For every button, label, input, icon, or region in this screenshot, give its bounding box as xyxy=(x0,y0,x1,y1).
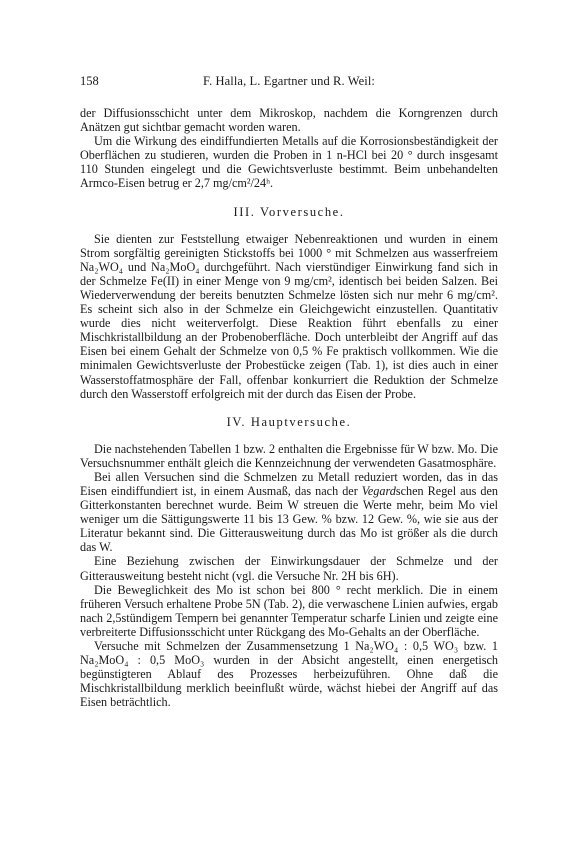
section-heading-vorversuche: III. Vorversuche. xyxy=(233,204,345,219)
paragraph-melt-composition: Versuche mit Schmelzen der Zusammensetzung 1 Na₂WO₄ : 0,5 WO₃ bzw. 1 Na₂MoO₄ : 0,5 MoO₃ wurden in der Absicht angestellt, einen energetisch begünstigteren Ablauf des Prozesses herbeizuführen. Ohne daß die Mischkristallbildung merklich beeinflußt würde, wächst hiebei der Angriff auf das Eisen beträchtlich. xyxy=(80,639,498,710)
running-head xyxy=(80,74,498,94)
paper-page xyxy=(80,74,498,709)
paragraph-corrosion: Um die Wirkung des eindiffundierten Metalls auf die Korrosionsbeständigkeit der Oberflächen zu studieren, wurden die Proben in 1 n-HCl bei 20 ° durch insgesamt 110 Stunden eingelegt und die Gewichtsverluste bestimmt. Beim unbehandelten Armco-Eisen betrug er 2,7 mg/cm²/24ʰ. xyxy=(80,134,498,191)
section-heading-hauptversuche: IV. Hauptversuche. xyxy=(226,414,352,429)
paragraph-diffusion-layer: der Diffusionsschicht unter dem Mikroskop, nachdem die Korngrenzen durch Anätzen gut sichtbar gemacht worden waren. xyxy=(80,106,498,135)
paragraph-vorversuche: Sie dienten zur Feststellung etwaiger Nebenreaktionen und wurden in einem Strom sorgfältig gereinigten Stickstoffs bei 1000 ° mit Schmelzen aus wasserfreiem Na₂WO₄ und Na₂MoO₄ durchgeführt. Nach vierstündiger Einwirkung fand sich in der Schmelze Fe(II) in einer Menge von 9 mg/cm², identisch bei beiden Salzen. Bei Wiederverwendung der bereits benutzten Schmelze lösten sich nur mehr 6 mg/cm². Es scheint sich also in der Schmelze ein Gleichgewicht einzustellen. Quantitativ wurde dies nicht weiterverfolgt. Diese Reaktion führt ebenfalls zu einer Mischkristallbildung an der Probenoberfläche. Doch unterbleibt der Angriff auf das Eisen bei einem Gehalt der Schmelze von 0,5 % Fe praktisch vollkommen. Wie die minimalen Gewichtsverluste der Probestücke zeigen (Tab. 1), ist dies auch in einer Wasserstoffatmosphäre der Fall, offenbar konkurriert die Reduktion der Schmelze durch den Wasserstoff erfolgreich mit der durch das Eisen der Probe. xyxy=(80,231,498,401)
running-head-authors: F. Halla, L. Egartner und R. Weil: xyxy=(203,74,375,88)
page-number: 158 xyxy=(80,74,99,88)
paragraph-vegard-text-2: schen Regel aus den Gitterkonstanten berechnet wurde. Beim W streuen die Werte mehr, beim Mo viel weniger um die Sättigungswerte 11 bis 13 Gew. % bzw. 12 Gew. %, wie sie aus der Literatur bekannt sind. Die Gitterausweitung durch das Mo ist größer als die durch das W. xyxy=(80,483,498,555)
paragraph-vegard xyxy=(80,470,498,555)
vegard-name: Vegard xyxy=(361,483,396,498)
paragraph-vegard-text-1: Bei allen Versuchen sind die Schmelzen zu Metall reduziert worden, das in das Eisen eindiffundiert ist, in einem Ausmaß, das nach der xyxy=(80,469,498,498)
paragraph-tables-intro: Die nachstehenden Tabellen 1 bzw. 2 enthalten die Ergebnisse für W bzw. Mo. Die Versuchsnummer enthält gleich die Kennzeichnung der verwendeten Gasatmosphäre. xyxy=(80,441,498,470)
paragraph-relation: Eine Beziehung zwischen der Einwirkungsdauer der Schmelze und der Gitterausweitung besteht nicht (vgl. die Versuche Nr. 2H bis 6H). xyxy=(80,554,498,583)
paragraph-mobility: Die Beweglichkeit des Mo ist schon bei 800 ° recht merklich. Die in einem früheren Versuch erhaltene Probe 5N (Tab. 2), die verwaschene Linien aufwies, ergab nach 2,5stündigem Tempern bei genannter Temperatur scharfe Linien und zeigte eine verbreiterte Diffusionsschicht unter Rückgang des Mo-Gehalts an der Oberfläche. xyxy=(80,582,498,639)
